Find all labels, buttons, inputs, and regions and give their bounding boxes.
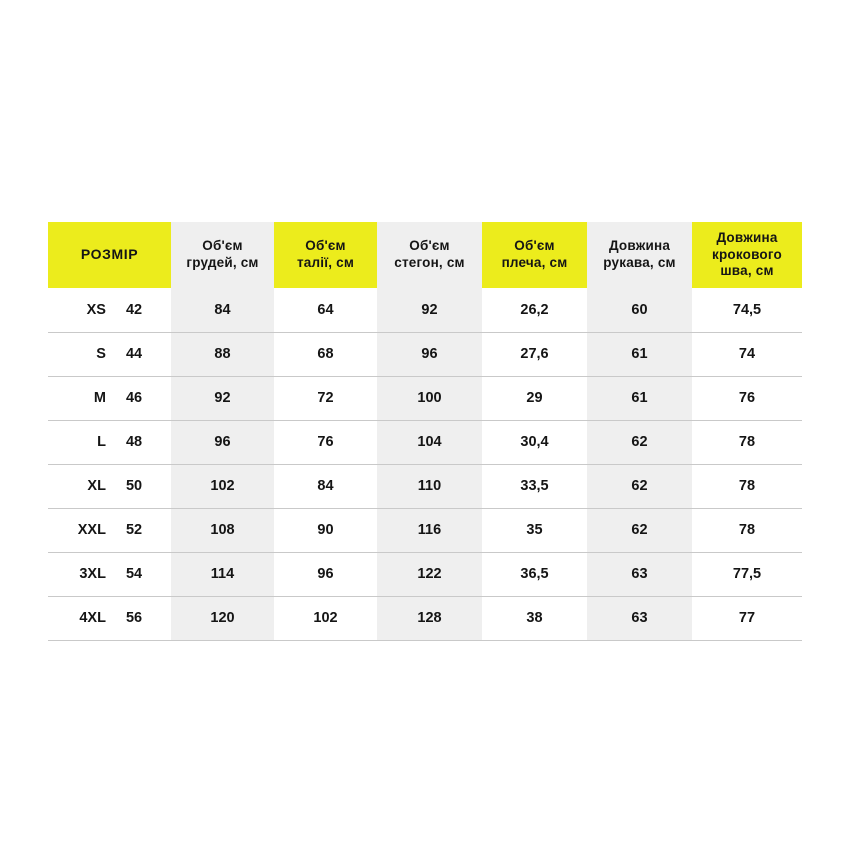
cell-sleeve: 63 xyxy=(587,552,692,596)
table-row xyxy=(48,508,802,552)
size-number: 44 xyxy=(125,346,143,362)
cell-waist: 102 xyxy=(274,596,377,640)
cell-hips: 92 xyxy=(377,288,482,332)
cell-chest: 120 xyxy=(171,596,274,640)
size-number: 46 xyxy=(125,390,143,406)
cell-size xyxy=(48,288,171,332)
cell-chest: 102 xyxy=(171,464,274,508)
cell-chest: 108 xyxy=(171,508,274,552)
size-number: 48 xyxy=(125,434,143,450)
cell-sleeve: 61 xyxy=(587,332,692,376)
header-label-waist-line1: Об'єм xyxy=(305,238,346,254)
cell-hips: 100 xyxy=(377,376,482,420)
cell-sleeve: 62 xyxy=(587,508,692,552)
cell-chest: 88 xyxy=(171,332,274,376)
header-row xyxy=(48,222,802,288)
header-cell-chest xyxy=(171,222,274,288)
table-row xyxy=(48,596,802,640)
cell-inseam: 74,5 xyxy=(692,288,802,332)
table-row xyxy=(48,420,802,464)
cell-hips: 116 xyxy=(377,508,482,552)
header-label-shoulder-line1: Об'єм xyxy=(514,238,555,254)
cell-hips: 128 xyxy=(377,596,482,640)
header-cell-hips xyxy=(377,222,482,288)
cell-sleeve: 63 xyxy=(587,596,692,640)
header-cell-waist xyxy=(274,222,377,288)
header-cell-size xyxy=(48,222,171,288)
header-label-shoulder-line2: плеча, см xyxy=(501,255,568,270)
size-letter: 3XL xyxy=(79,566,106,582)
cell-size xyxy=(48,420,171,464)
size-number: 56 xyxy=(125,610,143,626)
size-letter: M xyxy=(93,390,106,406)
header-cell-inseam xyxy=(692,222,802,288)
size-letter: XXL xyxy=(77,522,106,538)
cell-sleeve: 60 xyxy=(587,288,692,332)
table-row xyxy=(48,464,802,508)
size-letter: XL xyxy=(87,478,106,494)
cell-shoulder: 38 xyxy=(482,596,587,640)
header-label-inseam-line3: шва, см xyxy=(720,263,774,279)
cell-waist: 76 xyxy=(274,420,377,464)
header-label-hips-line1: Об'єм xyxy=(409,238,450,254)
header-label-waist-line2: талії, см xyxy=(296,255,355,270)
cell-waist: 90 xyxy=(274,508,377,552)
size-number: 54 xyxy=(125,566,143,582)
cell-size xyxy=(48,596,171,640)
cell-waist: 96 xyxy=(274,552,377,596)
size-letter: S xyxy=(96,346,106,362)
cell-chest: 84 xyxy=(171,288,274,332)
header-label-chest-line2: грудей, см xyxy=(186,255,259,270)
cell-shoulder: 35 xyxy=(482,508,587,552)
size-number: 52 xyxy=(125,522,143,538)
cell-size xyxy=(48,332,171,376)
cell-inseam: 77,5 xyxy=(692,552,802,596)
cell-inseam: 78 xyxy=(692,420,802,464)
cell-hips: 96 xyxy=(377,332,482,376)
cell-waist: 68 xyxy=(274,332,377,376)
cell-waist: 64 xyxy=(274,288,377,332)
header-label-sleeve-line2: рукава, см xyxy=(603,255,676,270)
size-chart-table xyxy=(48,222,802,641)
size-number: 50 xyxy=(125,478,143,494)
cell-sleeve: 62 xyxy=(587,464,692,508)
cell-shoulder: 33,5 xyxy=(482,464,587,508)
header-label-size: РОЗМІР xyxy=(80,246,139,263)
table-row xyxy=(48,552,802,596)
size-letter: XS xyxy=(86,301,106,318)
header-label-sleeve-line1: Довжина xyxy=(608,238,671,254)
cell-size xyxy=(48,376,171,420)
table-row xyxy=(48,376,802,420)
header-label-inseam-line2: крокового xyxy=(712,246,782,262)
header-label-hips-line2: стегон, см xyxy=(394,255,465,270)
cell-inseam: 78 xyxy=(692,508,802,552)
cell-hips: 104 xyxy=(377,420,482,464)
size-chart-container xyxy=(48,222,802,641)
cell-chest: 96 xyxy=(171,420,274,464)
table-row xyxy=(48,288,802,332)
header-cell-shoulder xyxy=(482,222,587,288)
size-number: 42 xyxy=(125,301,143,318)
cell-chest: 114 xyxy=(171,552,274,596)
table-body xyxy=(48,288,802,640)
cell-inseam: 76 xyxy=(692,376,802,420)
header-label-inseam-line1: Довжина xyxy=(716,229,778,245)
cell-hips: 110 xyxy=(377,464,482,508)
cell-waist: 72 xyxy=(274,376,377,420)
header-label-chest-line1: Об'єм xyxy=(202,238,243,254)
cell-hips: 122 xyxy=(377,552,482,596)
cell-chest: 92 xyxy=(171,376,274,420)
cell-waist: 84 xyxy=(274,464,377,508)
cell-sleeve: 62 xyxy=(587,420,692,464)
cell-shoulder: 27,6 xyxy=(482,332,587,376)
cell-inseam: 77 xyxy=(692,596,802,640)
cell-shoulder: 29 xyxy=(482,376,587,420)
cell-size xyxy=(48,552,171,596)
cell-size xyxy=(48,464,171,508)
cell-shoulder: 26,2 xyxy=(482,288,587,332)
table-header xyxy=(48,222,802,288)
cell-sleeve: 61 xyxy=(587,376,692,420)
header-cell-sleeve xyxy=(587,222,692,288)
cell-inseam: 74 xyxy=(692,332,802,376)
size-letter: 4XL xyxy=(79,610,106,626)
cell-size xyxy=(48,508,171,552)
cell-inseam: 78 xyxy=(692,464,802,508)
cell-shoulder: 36,5 xyxy=(482,552,587,596)
size-letter: L xyxy=(97,434,106,450)
table-row xyxy=(48,332,802,376)
cell-shoulder: 30,4 xyxy=(482,420,587,464)
